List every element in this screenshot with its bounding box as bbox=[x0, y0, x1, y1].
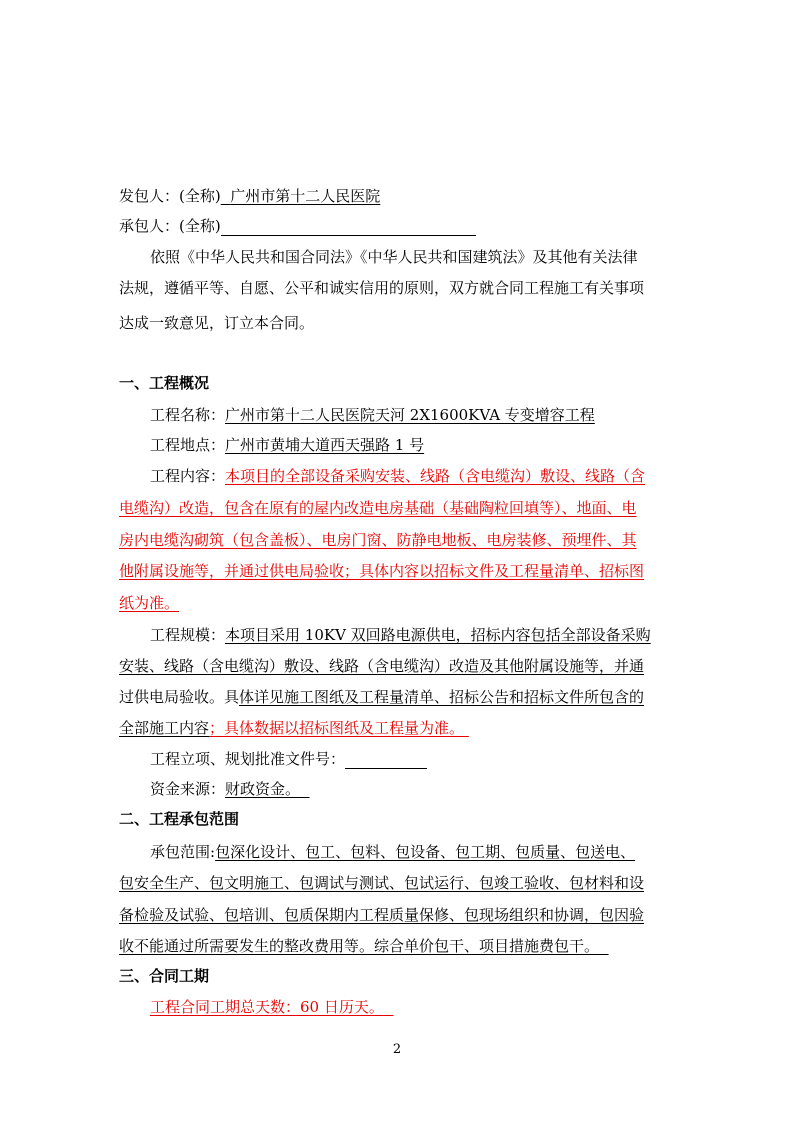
funding-label: 资金来源： bbox=[150, 780, 226, 798]
approval-line bbox=[150, 749, 427, 771]
project-content-line-5: 纸为准。 bbox=[119, 594, 180, 612]
project-content-label: 工程内容： bbox=[150, 467, 226, 485]
scope-line-3: 备检验及试验、包培训、包质保期内工程质量保修、包现场组织和协调，包因验 bbox=[119, 906, 645, 924]
project-content-line-2: 电缆沟）改造，包含在原有的屋内改造电房基础（基础陶粒回填等）、地面、电 bbox=[119, 499, 637, 517]
employer-value: 广州市第十二人民医院 bbox=[230, 187, 381, 205]
project-scale-label: 工程规模： bbox=[150, 626, 226, 644]
project-name-label: 工程名称： bbox=[150, 406, 226, 424]
section-2-heading: 二、工程承包范围 bbox=[119, 810, 240, 828]
project-content-line-3: 房内电缆沟砌筑（包含盖板）、电房门窗、防静电地板、电房装修、预埋件、其 bbox=[119, 531, 637, 549]
preamble-line-1: 依照《中华人民共和国合同法》《中华人民共和国建筑法》及其他有关法律 bbox=[150, 248, 638, 266]
contractor-line bbox=[119, 216, 476, 238]
preamble-line-3: 达成一致意见，订立本合同。 bbox=[119, 314, 315, 332]
scope-line-4 bbox=[119, 936, 609, 958]
project-scale-line-3-plain: 过供电局验收。具 bbox=[119, 688, 240, 706]
project-scale-line-3 bbox=[119, 687, 644, 709]
scope-line-2: 包安全生产、包文明施工、包调试与测试、包试运行、包竣工验收、包材料和设 bbox=[119, 874, 645, 892]
project-scale-line-4-black: 全部施工内容 bbox=[119, 719, 210, 737]
project-scale-line-1 bbox=[150, 625, 651, 647]
contractor-blank bbox=[221, 218, 476, 236]
project-scale-line-3-underlined: 体详见施工图纸及工程量清单、招标公告和招标文件所包含的 bbox=[239, 688, 645, 706]
scope-line-4-text: 收不能通过所需要发生的整改费用等。综合单价包干、项目措施费包干。 bbox=[119, 937, 600, 955]
project-scale-line-2: 安装、线路（含电缆沟）敷设、线路（含电缆沟）改造及其他附属设施等，并通 bbox=[119, 657, 645, 675]
employer-line bbox=[119, 186, 380, 208]
project-scale-line-4-red: ；具体数据以招标图纸及工程量为准。 bbox=[209, 719, 465, 737]
project-location-line bbox=[150, 435, 424, 457]
project-content-text: 本项目的全部设备采购安装、线路（含电缆沟）敷设、线路（含 bbox=[225, 467, 646, 485]
contractor-label: 承包人：(全称) bbox=[119, 217, 221, 235]
duration-line bbox=[150, 997, 393, 1019]
scope-label: 承包范围: bbox=[150, 843, 216, 861]
project-content-line-4: 他附属设施等，并通过供电局验收；具体内容以招标文件及工程量清单、招标图 bbox=[119, 562, 645, 580]
project-content-line-1 bbox=[150, 466, 645, 488]
scope-line-1 bbox=[150, 842, 635, 864]
funding-value: 财政资金。 bbox=[225, 780, 301, 798]
project-location-label: 工程地点： bbox=[150, 436, 226, 454]
scope-text: 包深化设计、包工、包料、包设备、包工期、包质量、包送电、 bbox=[215, 843, 636, 861]
employer-label: 发包人：(全称) bbox=[119, 187, 221, 205]
section-1-heading: 一、工程概况 bbox=[119, 374, 210, 392]
project-scale-line-4 bbox=[119, 718, 469, 740]
section-3-heading: 三、合同工期 bbox=[119, 967, 210, 985]
project-location-value: 广州市黄埔大道西天强路 1 号 bbox=[225, 436, 425, 454]
preamble-line-2: 法规，遵循平等、自愿、公平和诚实信用的原则，双方就合同工程施工有关事项 bbox=[119, 279, 645, 297]
approval-label: 工程立项、规划批准文件号： bbox=[150, 750, 346, 768]
project-name-value: 广州市第十二人民医院天河 2X1600KVA 专变增容工程 bbox=[225, 406, 595, 424]
project-name-line bbox=[150, 405, 595, 427]
funding-line bbox=[150, 779, 310, 801]
duration-text: 工程合同工期总天数：60 日历天。 bbox=[150, 998, 384, 1016]
page-number: 2 bbox=[392, 1042, 402, 1057]
project-scale-text: 本项目采用 10KV 双回路电源供电，招标内容包括全部设备采购 bbox=[225, 626, 651, 644]
approval-blank bbox=[345, 751, 427, 769]
